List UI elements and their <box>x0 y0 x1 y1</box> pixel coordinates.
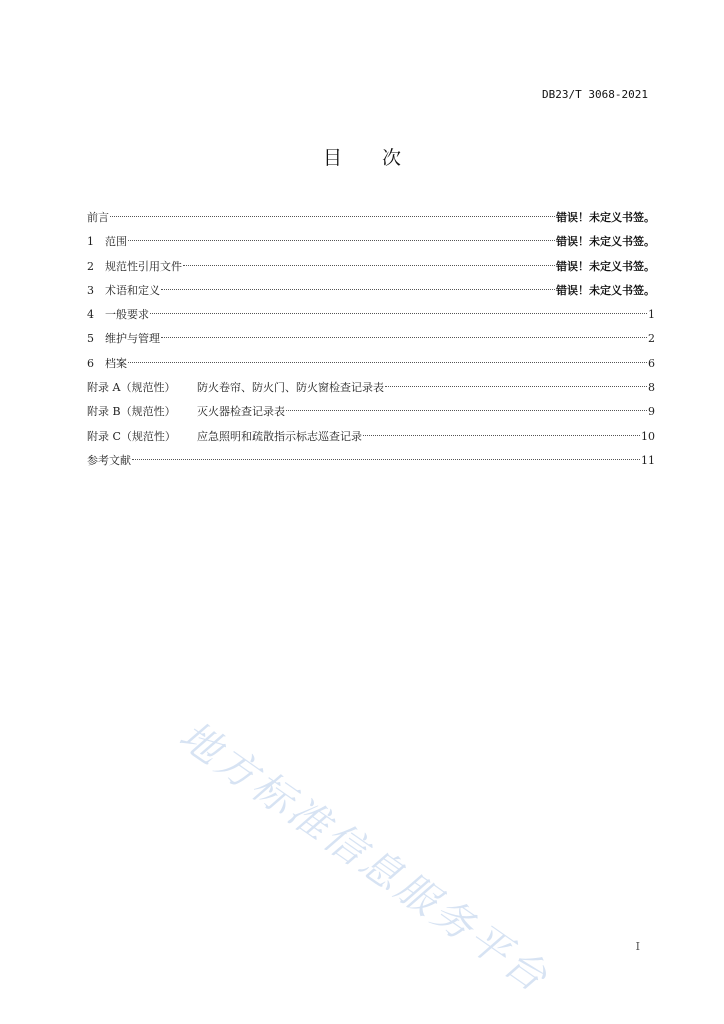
toc-entry-label: 防火卷帘、防火门、防火窗检查记录表 <box>197 381 384 395</box>
toc-entry-bibliography[interactable] <box>87 449 655 473</box>
toc-entry-archives[interactable] <box>87 352 655 376</box>
toc-entry-page: 11 <box>641 453 655 467</box>
toc-entry-label: 规范性引用文件 <box>105 259 182 273</box>
toc-entry-label: 应急照明和疏散指示标志巡查记录 <box>197 429 362 443</box>
toc-leader-dots <box>286 410 647 411</box>
toc-entry-label: 范围 <box>105 235 127 249</box>
toc-leader-dots <box>161 337 647 338</box>
document-code: DB23/T 3068-2021 <box>542 88 648 101</box>
toc-entry-page: 错误！未定义书签。 <box>556 235 655 249</box>
toc-entry-appendix-number: 附录 C（规范性） <box>87 429 176 443</box>
toc-entry-appendix-c[interactable] <box>87 425 655 449</box>
toc-entry-page: 6 <box>648 356 655 370</box>
page-title <box>0 143 724 170</box>
toc-entry-scope[interactable] <box>87 230 655 254</box>
toc-entry-number: 6 <box>87 356 94 370</box>
toc-entry-appendix-number: 附录 B（规范性） <box>87 405 176 419</box>
toc-entry-appendix-number: 附录 A（规范性） <box>87 381 176 395</box>
toc-entry-label: 参考文献 <box>87 453 131 467</box>
toc-entry-number: 1 <box>87 235 94 249</box>
toc-entry-label: 档案 <box>105 356 127 370</box>
toc-leader-dots <box>183 265 555 266</box>
toc-entry-page: 错误！未定义书签。 <box>556 211 655 224</box>
toc-leader-dots <box>150 313 647 314</box>
toc-leader-dots <box>132 459 640 460</box>
toc-entry-foreword[interactable] <box>87 206 655 230</box>
toc-entry-number: 5 <box>87 332 94 346</box>
toc-leader-dots <box>385 386 647 387</box>
toc-entry-general-requirements[interactable] <box>87 303 655 327</box>
toc-entry-appendix-a[interactable] <box>87 376 655 400</box>
toc-entry-number: 4 <box>87 308 94 322</box>
toc-leader-dots <box>110 216 555 217</box>
watermark-text: 地方标准信息服务平台 <box>170 712 558 1003</box>
toc-entry-page: 8 <box>648 381 655 395</box>
toc-entry-page: 2 <box>648 332 655 346</box>
toc-entry-label: 前言 <box>87 211 109 224</box>
toc-entry-label: 一般要求 <box>105 308 149 322</box>
toc-entry-number: 2 <box>87 259 94 273</box>
title-part-1: 目 <box>322 147 342 169</box>
toc-entry-page: 9 <box>648 405 655 419</box>
toc-entry-terms-definitions[interactable] <box>87 279 655 303</box>
toc-entry-maintenance-management[interactable] <box>87 327 655 351</box>
toc-entry-page: 10 <box>641 429 655 443</box>
toc-entry-appendix-b[interactable] <box>87 400 655 424</box>
toc-entry-label: 术语和定义 <box>105 283 160 297</box>
footer-page-number: I <box>635 940 640 953</box>
toc-leader-dots <box>363 435 640 436</box>
table-of-contents <box>87 206 655 473</box>
title-part-2: 次 <box>382 147 402 169</box>
toc-leader-dots <box>128 362 647 363</box>
toc-entry-number: 3 <box>87 283 94 297</box>
toc-leader-dots <box>161 289 555 290</box>
toc-entry-label: 维护与管理 <box>105 332 160 346</box>
toc-entry-page: 1 <box>648 308 655 322</box>
toc-entry-page: 错误！未定义书签。 <box>556 259 655 273</box>
toc-entry-normative-references[interactable] <box>87 255 655 279</box>
toc-leader-dots <box>128 240 555 241</box>
toc-entry-page: 错误！未定义书签。 <box>556 283 655 297</box>
toc-entry-label: 灭火器检查记录表 <box>197 405 285 419</box>
